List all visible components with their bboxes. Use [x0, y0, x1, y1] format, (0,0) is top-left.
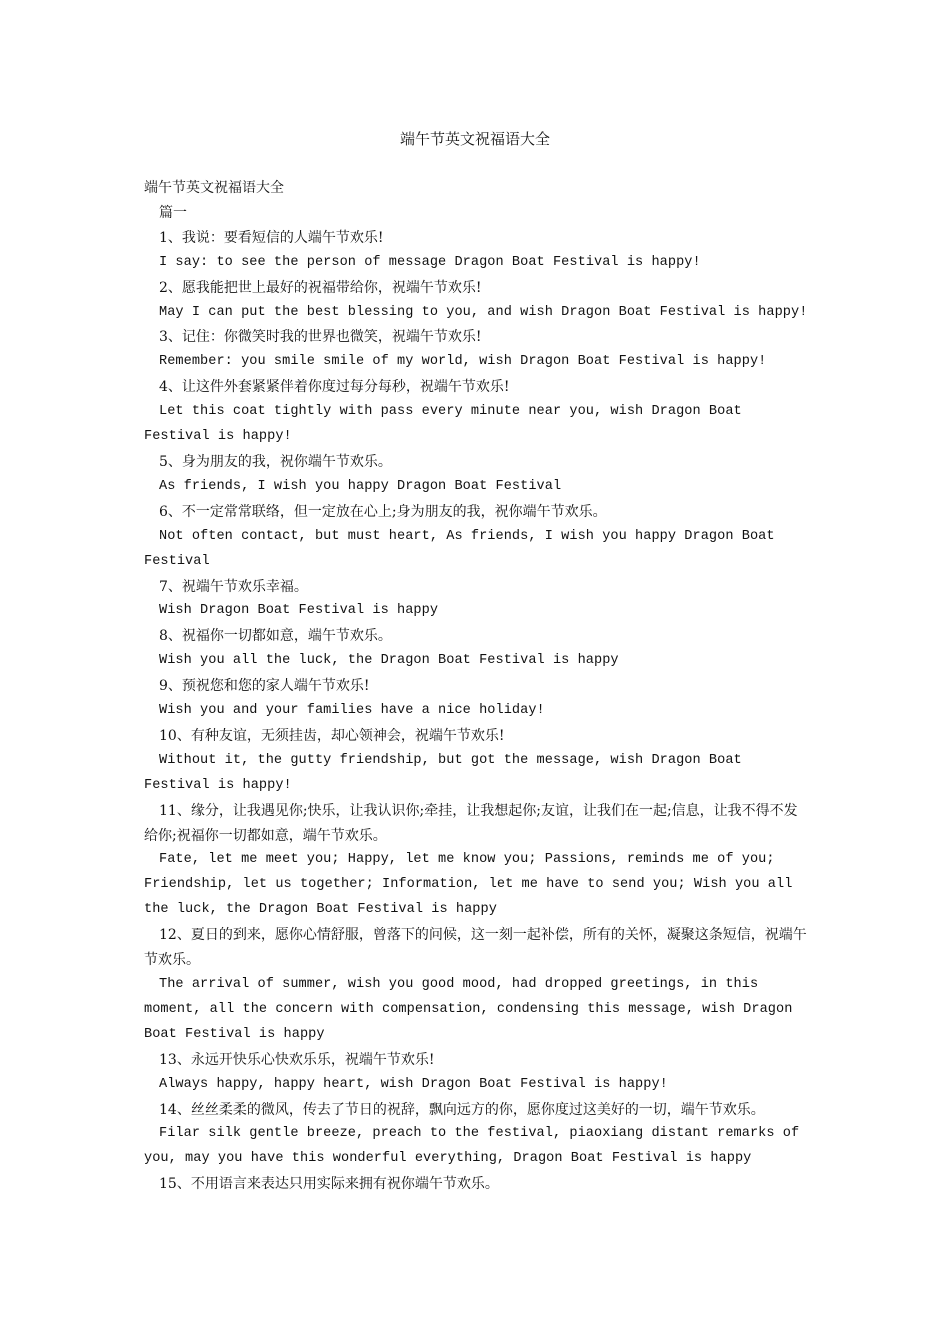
blessing-chinese-line: 15、不用语言来表达只用实际来拥有祝你端午节欢乐。 [159, 1176, 499, 1193]
blessing-english-line: As friends, I wish you happy Dragon Boat Festival [159, 478, 562, 494]
blessing-english-line: Remember: you smile smile of my world, wish Dragon Boat Festival is happy! [159, 354, 767, 370]
blessing-chinese-line: 13、永远开快乐心快欢乐乐，祝端午节欢乐! [159, 1051, 435, 1068]
blessing-english-line: Let this coat tightly with pass every minute near you, wish Dragon Boat Festival is happy! [144, 404, 742, 445]
blessing-chinese-line: 11、缘分，让我遇见你;快乐，让我认识你;牵挂，让我想起你;友谊，让我们在一起;信息，让我不得不发给你;祝福你一切都如意，端午节欢乐。 [144, 802, 798, 844]
blessing-chinese-line: 12、夏日的到来，愿你心情舒服，曾落下的问候，这一刻一起补偿，所有的关怀，凝聚这条短信，祝端午节欢乐。 [144, 927, 807, 969]
document-title: 端午节英文祝福语大全 [399, 130, 550, 148]
document-body [144, 176, 808, 1197]
blessing-chinese-line: 5、身为朋友的我，祝你端午节欢乐。 [159, 453, 392, 470]
blessing-english-line: May I can put the best blessing to you, and wish Dragon Boat Festival is happy! [159, 304, 808, 320]
blessing-english-line: Fate, let me meet you; Happy, let me know you; Passions, reminds me of you; Friendship, let us together; Information, let me have to send you; Wish you all the luck, the Dragon Boat Festival is happy [144, 852, 793, 918]
blessing-chinese-line: 7、祝端午节欢乐幸福。 [159, 578, 308, 595]
blessing-english-line: I say: to see the person of message Dragon Boat Festival is happy! [159, 254, 701, 270]
blessing-chinese-line: 14、丝丝柔柔的微风，传去了节日的祝辞，飘向远方的你，愿你度过这美好的一切，端午节欢乐。 [159, 1101, 765, 1118]
blessing-english-line: Wish you and your families have a nice holiday! [159, 703, 545, 719]
blessing-english-line: Wish you all the luck, the Dragon Boat Festival is happy [159, 653, 619, 669]
blessing-chinese-line: 4、让这件外套紧紧伴着你度过每分每秒，祝端午节欢乐! [159, 379, 510, 396]
blessing-chinese-line: 6、不一定常常联络，但一定放在心上;身为朋友的我，祝你端午节欢乐。 [159, 503, 607, 520]
blessing-chinese-line: 2、愿我能把世上最好的祝福带给你，祝端午节欢乐! [159, 279, 482, 296]
blessing-english-line: Not often contact, but must heart, As friends, I wish you happy Dragon Boat Festival [144, 528, 775, 569]
blessing-chinese-line: 10、有种友谊，无须挂齿，却心领神会，祝端午节欢乐! [159, 727, 505, 744]
chapter-label: 篇一 [159, 204, 187, 221]
blessing-chinese-line: 9、预祝您和您的家人端午节欢乐! [159, 678, 370, 695]
blessing-chinese-line: 8、祝福你一切都如意，端午节欢乐。 [159, 628, 392, 645]
blessing-english-line: Wish Dragon Boat Festival is happy [159, 603, 439, 619]
blessing-chinese-line: 1、我说：要看短信的人端午节欢乐! [159, 229, 384, 246]
blessing-chinese-line: 3、记住：你微笑时我的世界也微笑，祝端午节欢乐! [159, 329, 482, 346]
blessing-english-line: Always happy, happy heart, wish Dragon Boat Festival is happy! [159, 1076, 668, 1092]
blessing-list [144, 226, 808, 1197]
blessing-english-line: The arrival of summer, wish you good mood, had dropped greetings, in this moment, all the concern with compensation, condensing this message, wish Dragon Boat Festival is happy [144, 977, 793, 1042]
blessing-english-line: Without it, the gutty friendship, but got the message, wish Dragon Boat Festival is happy! [144, 752, 742, 793]
section-title: 端午节英文祝福语大全 [144, 180, 284, 196]
blessing-english-line: Filar silk gentle breeze, preach to the festival, piaoxiang distant remarks of you, may you have this wonderful everything, Dragon Boat Festival is happy [144, 1126, 800, 1167]
